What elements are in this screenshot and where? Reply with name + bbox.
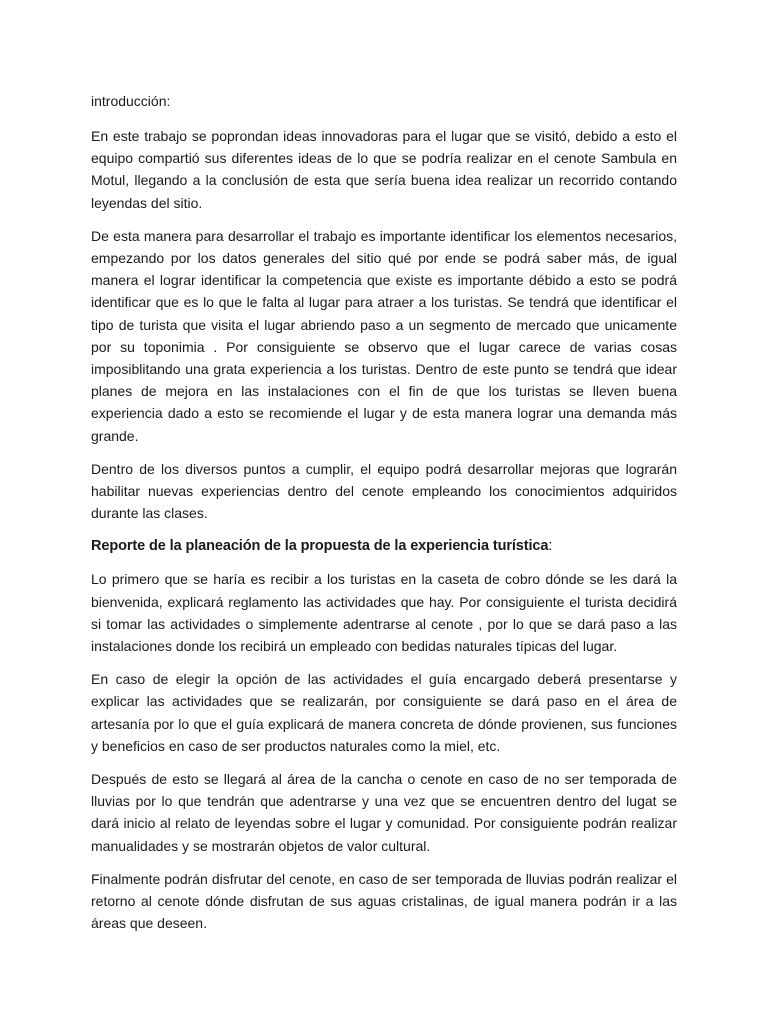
section-heading [91, 535, 677, 557]
report-paragraph-3: Después de esto se llegará al área de la cancha o cenote en caso de no ser temporada de lluvias por lo que tendrán que adentrarse y una vez que se encuentren dentro del lugat se dará inicio al relato de leyendas sobre el lugar y comunidad. Por consiguiente podrán realizar manualidades y se mostrarán objetos de valor cultural. [91, 771, 677, 854]
report-paragraph-4: Finalmente podrán disfrutar del cenote, en caso de ser temporada de lluvias podrán realizar el retorno al cenote dónde disfrutan de sus aguas cristalinas, de igual manera podrán ir a las áreas que deseen. [91, 870, 677, 932]
intro-paragraph-3: Dentro de los diversos puntos a cumplir, el equipo podrá desarrollar mejoras que lograrán habilitar nuevas experiencias dentro del cenote empleando los conocimientos adquiridos durante las clases. [91, 460, 677, 522]
section-heading-colon: : [548, 538, 553, 555]
report-paragraph-1: Lo primero que se haría es recibir a los turistas en la caseta de cobro dónde se les dará la bienvenida, explicará reglamento las actividades que hay. Por consiguiente el turista decidirá si tomar las actividades o simplemente adentrarse al cenote , por lo que se dará paso a las instalaciones donde los recibirá un empleado con bedidas naturales típicas del lugar. [91, 571, 677, 655]
document-page [91, 90, 677, 946]
intro-paragraph-2: De esta manera para desarrollar el trabajo es importante identificar los elementos necesarios, empezando por los datos generales del sitio qué por ende se podrá saber más, de igual manera el lograr identificar la competencia que existe es importante débido a esto se podrá identificar que es lo que le falta al lugar para atraer a los turistas. Se tendrá que identificar el tipo de turista que visita el lugar abriendo paso a un segmento de mercado que unicamente por su toponimia . Por consiguiente se observo que el lugar carece de varias cosas imposiblitando una grata experiencia a los turistas. Dentro de este punto se tendrá que idear planes de mejora en las instalaciones con el fin de que los turistas se lleven buena experiencia dado a esto se recomiende el lugar y de esta manera lograr una demanda más grande. [91, 227, 677, 444]
report-paragraph-2: En caso de elegir la opción de las actividades el guía encargado deberá presentarse y explicar las actividades que se realizarán, por consiguiente se dará paso en el área de artesanía por lo que el guía explicará de manera concreta de dónde provienen, sus funciones y beneficios en caso de ser productos naturales como la miel, etc. [91, 671, 677, 754]
intro-label: introducción: [91, 93, 171, 109]
section-heading-text: Reporte de la planeación de la propuesta de la experiencia turística [91, 538, 549, 555]
intro-paragraph-1: En este trabajo se poprondan ideas innovadoras para el lugar que se visitó, debido a esto el equipo compartió sus diferentes ideas de lo que se podría realizar en el cenote Sambula en Motul, llegando a la conclusión de esta que sería buena idea realizar un recorrido contando leyendas del sitio. [91, 128, 677, 211]
